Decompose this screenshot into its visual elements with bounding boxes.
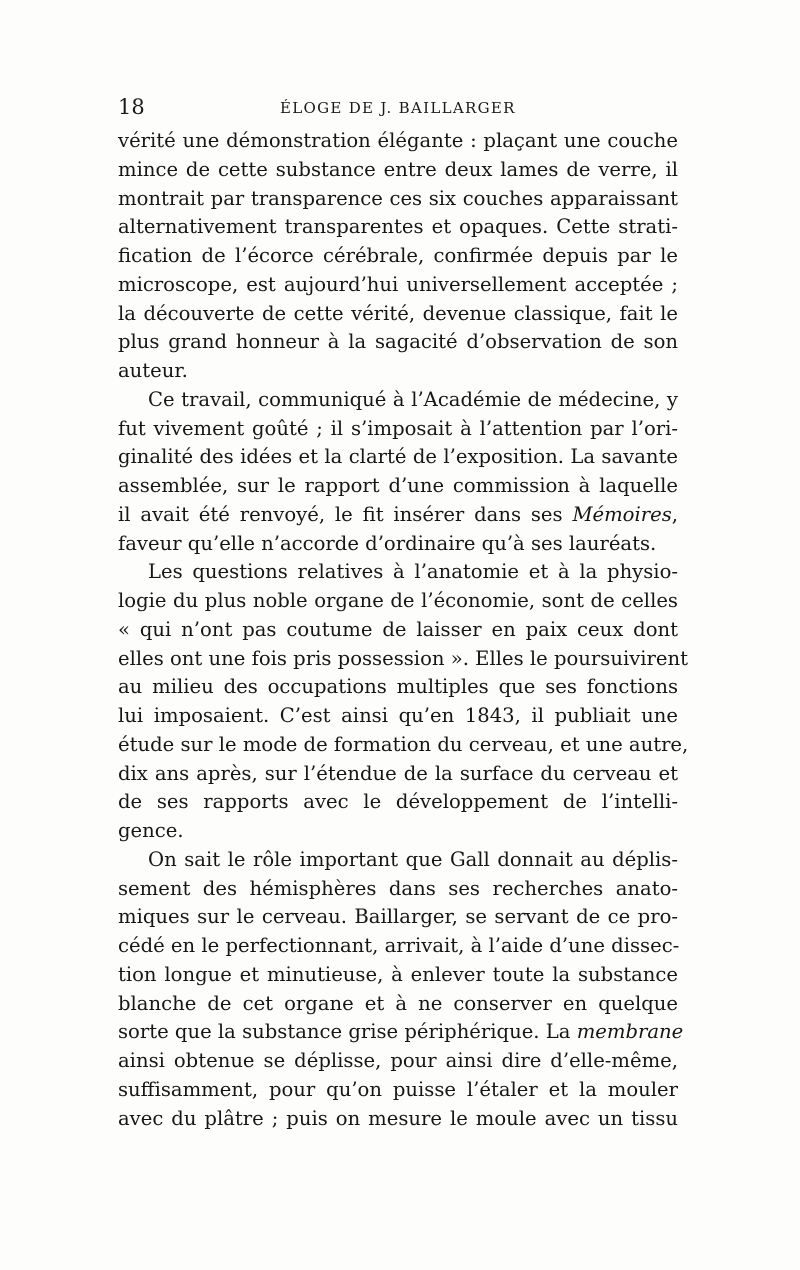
text-line: fut vivement goûté ; il s’imposait à l’attention par l’ori-: [118, 416, 678, 440]
text-line: auteur.: [118, 359, 188, 382]
text-line: la découverte de cette vérité, devenue classique, fait le: [118, 301, 678, 325]
text-line: ginalité des idées et la clarté de l’exposition. La savante: [118, 445, 678, 469]
text-line: « qui n’ont pas coutume de laisser en paix ceux dont: [118, 617, 678, 641]
text-line: étude sur le mode de formation du cerveau, et une autre,: [118, 732, 689, 756]
text-line: miques sur le cerveau. Baillarger, se servant de ce pro-: [118, 905, 678, 929]
text-line: [118, 501, 678, 530]
text-line: suffisamment, pour qu’on puisse l’étaler et la mouler: [118, 1077, 678, 1101]
italic-text: Mémoires: [572, 502, 672, 526]
text-line: plus grand honneur à la sagacité d’observation de son: [118, 330, 678, 354]
text-line: alternativement transparentes et opaques. Cette strati-: [118, 215, 678, 239]
text-line: au milieu des occupations multiples que ses fonctions: [118, 675, 678, 699]
text-line: sement des hémisphères dans ses recherches anato-: [118, 876, 678, 900]
text-line: logie du plus noble organe de l’économie, sont de celles: [118, 589, 678, 612]
text-line: elles ont une fois pris possession ». Elles le poursuivirent: [118, 646, 689, 670]
text-line: gence.: [118, 819, 184, 842]
text-line: microscope, est aujourd’hui universellement acceptée ;: [118, 272, 678, 296]
text-line: blanche de cet organe et à ne conserver en quelque: [118, 991, 678, 1015]
text-line: tion longue et minutieuse, à enlever toute la substance: [118, 962, 678, 986]
text-line: Les questions relatives à l’anatomie et à la physio-: [148, 560, 678, 584]
italic-text: membrane: [576, 1020, 684, 1044]
text-line: On sait le rôle important que Gall donnait au déplis-: [148, 847, 678, 871]
page-number: 18: [118, 95, 145, 119]
text-line: [118, 1018, 684, 1047]
text-segment: sorte que la substance grise périphérique. La: [118, 1020, 577, 1044]
text-segment: il avait été renvoyé, le fit insérer dans ses: [118, 502, 573, 526]
text-line: lui imposaient. C’est ainsi qu’en 1843, il publiait une: [118, 704, 678, 727]
page-header: [118, 94, 678, 120]
text-line: faveur qu’elle n’accorde d’ordinaire qu’à ses lauréats.: [118, 531, 657, 555]
text-line: cédé en le perfectionnant, arrivait, à l’aide d’une dissec-: [118, 934, 680, 957]
text-line: mince de cette substance entre deux lames de verre, il: [118, 157, 678, 181]
text-line: montrait par transparence ces six couches apparaissant: [118, 186, 678, 210]
text-line: vérité une démonstration élégante : plaçant une couche: [118, 129, 678, 152]
text-line: Ce travail, communiqué à l’Académie de médecine, y: [148, 387, 678, 411]
text-line: assemblée, sur le rapport d’une commission à laquelle: [118, 474, 678, 497]
text-line: avec du plâtre ; puis on mesure le moule avec un tissu: [118, 1106, 678, 1130]
body-text: [118, 127, 689, 1133]
running-title: ÉLOGE DE J. BAILLARGER: [280, 99, 516, 117]
text-line: de ses rapports avec le développement de l’intelli-: [118, 790, 678, 814]
text-segment: ,: [671, 502, 678, 526]
text-line: fication de l’écorce cérébrale, confirmée depuis par le: [118, 244, 678, 267]
text-line: ainsi obtenue se déplisse, pour ainsi dire d’elle-même,: [118, 1049, 678, 1072]
text-line: dix ans après, sur l’étendue de la surface du cerveau et: [118, 761, 678, 785]
